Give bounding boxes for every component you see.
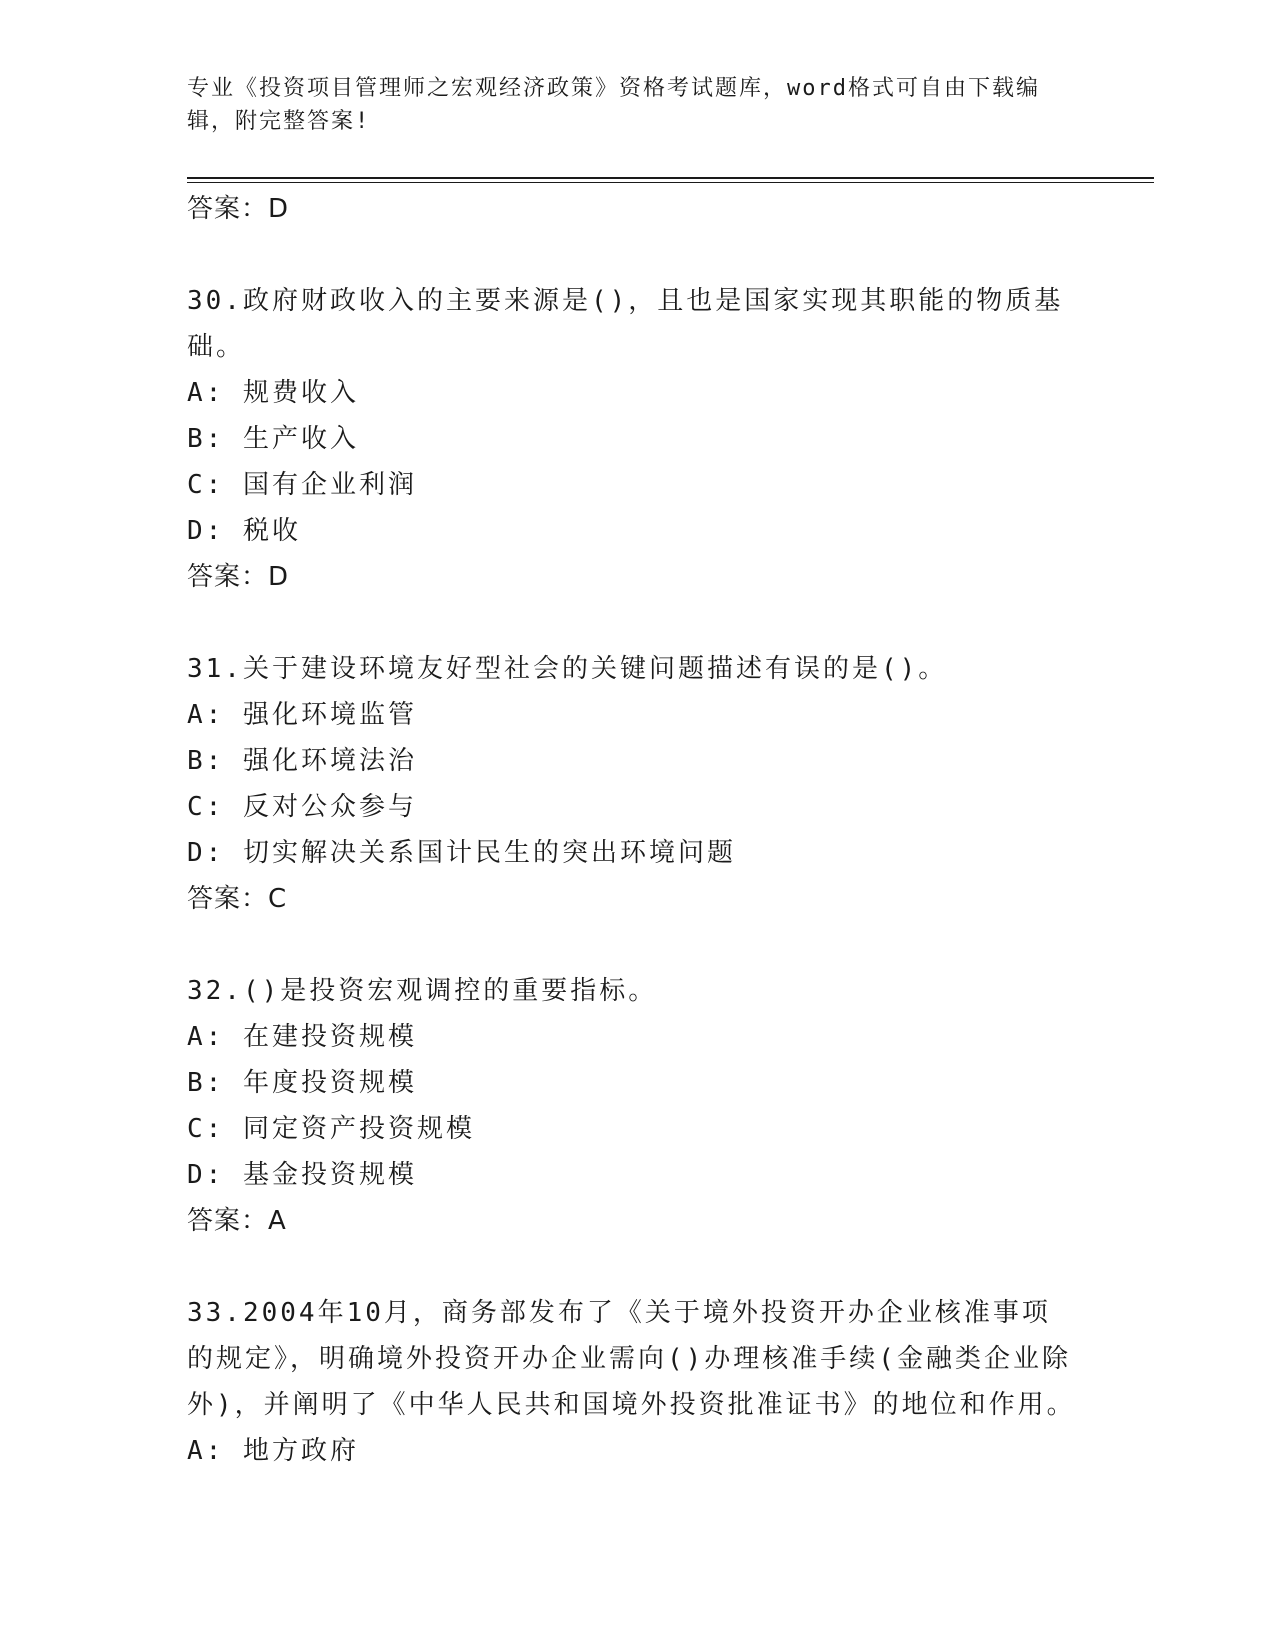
option-a: A: 强化环境监管 bbox=[187, 700, 417, 730]
question-stem: 32.()是投资宏观调控的重要指标。 bbox=[187, 976, 658, 1006]
header-divider-thin bbox=[187, 182, 1154, 183]
option-b: B: 生产收入 bbox=[187, 424, 359, 454]
question-stem: 33.2004年10月，商务部发布了《关于境外投资开办企业核准事项的规定》，明确境外投资开办企业需向()办理核准手续(金融类企业除外)，并阐明了《中华人民共和国境外投资批准证书》的地位和作用。 bbox=[187, 1298, 1076, 1420]
option-c: C: 反对公众参与 bbox=[187, 792, 417, 822]
option-b: B: 强化环境法治 bbox=[187, 746, 417, 776]
question-33 bbox=[187, 1290, 1087, 1474]
option-c: C: 国有企业利润 bbox=[187, 470, 417, 500]
page-header bbox=[187, 72, 1067, 138]
question-answer: 答案：D bbox=[187, 562, 290, 592]
question-31 bbox=[187, 646, 1087, 922]
question-30 bbox=[187, 278, 1087, 600]
previous-question-answer: 答案：D bbox=[187, 194, 290, 224]
question-stem: 31.关于建设环境友好型社会的关键问题描述有误的是()。 bbox=[187, 654, 948, 684]
option-a: A: 规费收入 bbox=[187, 378, 359, 408]
option-a: A: 地方政府 bbox=[187, 1436, 359, 1466]
question-32 bbox=[187, 968, 1087, 1244]
option-a: A: 在建投资规模 bbox=[187, 1022, 417, 1052]
header-divider bbox=[187, 177, 1154, 179]
question-answer: 答案：C bbox=[187, 884, 288, 914]
option-d: D: 基金投资规模 bbox=[187, 1160, 417, 1190]
option-b: B: 年度投资规模 bbox=[187, 1068, 417, 1098]
option-c: C: 同定资产投资规模 bbox=[187, 1114, 475, 1144]
option-d: D: 税收 bbox=[187, 516, 301, 546]
header-text: 专业《投资项目管理师之宏观经济政策》资格考试题库，word格式可自由下载编辑，附完整答案! bbox=[187, 76, 1040, 134]
question-stem: 30.政府财政收入的主要来源是()，且也是国家实现其职能的物质基础。 bbox=[187, 286, 1064, 362]
question-answer: 答案：A bbox=[187, 1206, 287, 1236]
option-d: D: 切实解决关系国计民生的突出环境问题 bbox=[187, 838, 736, 868]
document-body bbox=[187, 186, 1087, 1474]
